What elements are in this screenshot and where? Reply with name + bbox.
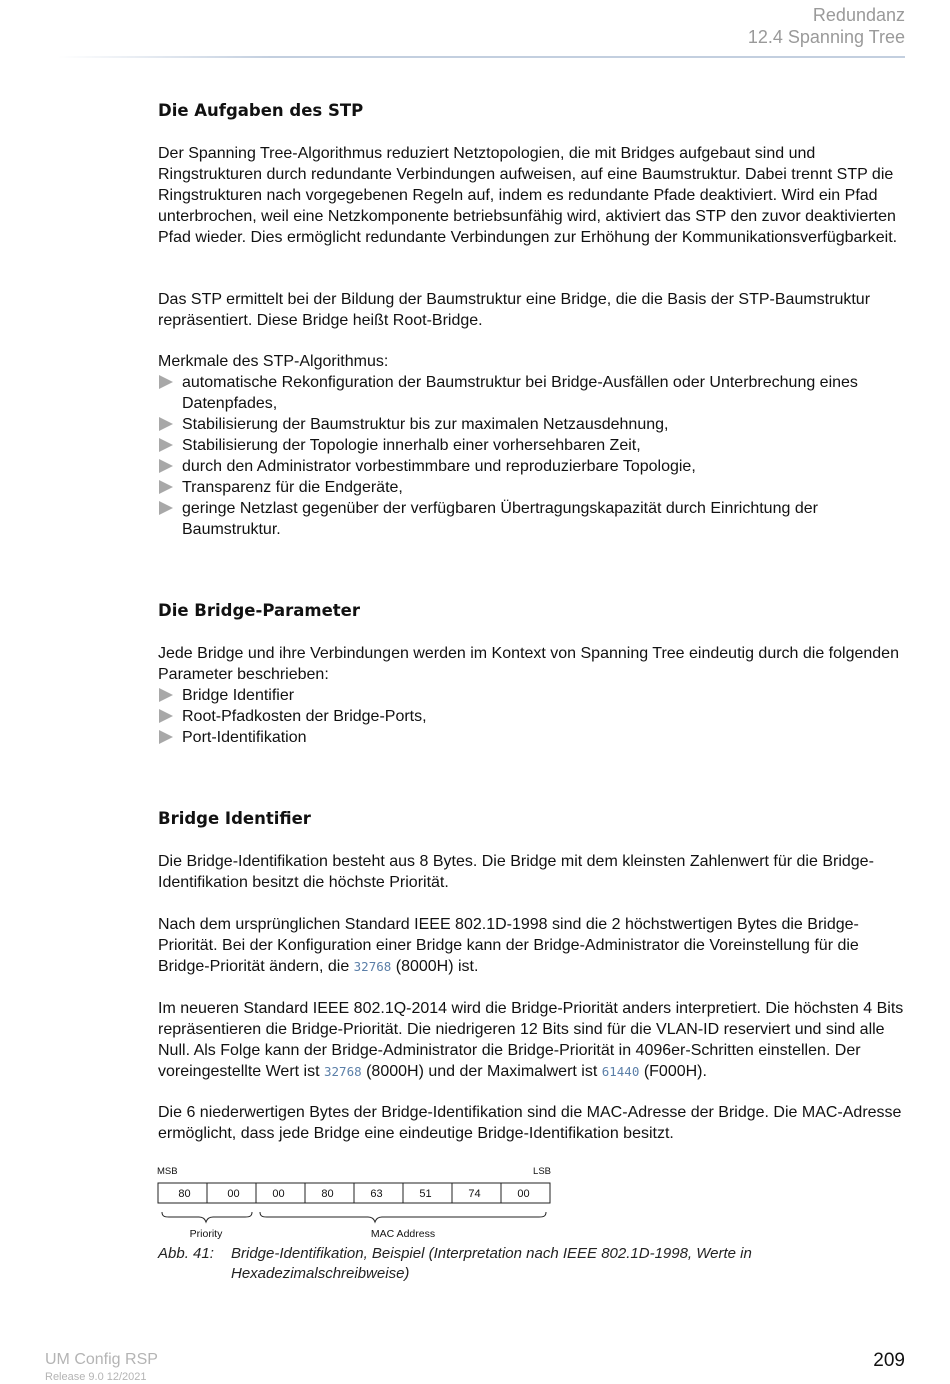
page-number: 209 [873,1350,905,1371]
triangle-bullet-icon [159,730,173,744]
lsb-label: LSB [533,1166,551,1177]
header-divider [58,56,905,58]
list-item-text: Transparenz für die Endgeräte, [182,479,403,496]
footer-document-title: UM Config RSP [45,1351,158,1368]
byte-value: 51 [419,1188,432,1200]
priority-label: Priority [189,1228,223,1240]
stp-features-list [158,372,908,540]
triangle-bullet-icon [159,417,173,431]
mac-address-brace [260,1212,546,1222]
list-item-text: Stabilisierung der Topologie innerhalb einer vorhersehbaren Zeit, [182,437,641,454]
priority-brace [162,1212,252,1222]
triangle-bullet-icon [159,438,173,452]
default-priority-value: 32768 [324,1064,362,1079]
list-item [158,372,908,414]
bridge-id-diagram [150,1158,570,1246]
triangle-bullet-icon [159,459,173,473]
list-item [158,477,908,498]
list-item [158,685,908,706]
default-priority-value: 32768 [353,959,392,974]
stp-features-intro: Merkmale des STP-Algorithmus: [158,353,389,370]
list-item-text: Bridge Identifier [182,687,295,704]
list-item-text: durch den Administrator vorbestimmbare und reproduzierbare Topologie, [182,458,696,475]
max-priority-value: 61440 [601,1064,640,1079]
header-chapter: Redundanz [812,5,905,25]
list-item-text: geringe Netzlast gegenüber der verfügbaren Übertragungskapazität durch Einrichtung der Baumstruktur. [182,500,818,538]
paragraph-text: (8000H) ist. [391,958,479,975]
list-item-text: automatische Rekonfiguration der Baumstruktur bei Bridge-Ausfällen oder Unterbrechung eines Datenpfades, [182,374,858,412]
list-item-text: Port-Identifikation [182,729,307,746]
list-item [158,498,908,540]
list-item-text: Stabilisierung der Baumstruktur bis zur maximalen Netzausdehnung, [182,416,669,433]
triangle-bullet-icon [159,480,173,494]
bridge-parameters-list [158,685,908,748]
msb-label: MSB [157,1166,178,1177]
paragraph-text: Nach dem ursprünglichen Standard IEEE 802.1D-1998 sind die 2 höchstwertigen Bytes die Bridge-Priorität. Bei der Konfiguration einer Bridge kann der Bridge-Administrator die Voreinstellung für die Bridge-Priorität ändern, die [158,916,859,975]
triangle-bullet-icon [159,688,173,702]
bridge-identifier-paragraph-4: Die 6 niederwertigen Bytes der Bridge-Identifikation sind die MAC-Adresse der Bridge. Die MAC-Adresse ermöglicht, dass jede Bridge eine eindeutige Bridge-Identifikation besitzt. [158,1104,902,1142]
paragraph-text: Im neueren Standard IEEE 802.1Q-2014 wird die Bridge-Priorität anders interpretiert. Die höchsten 4 Bits repräsentieren die Bridge-Priorität. Die niedrigeren 12 Bits sind für die VLAN-ID reserviert und sind alle Null. Als Folge kann der Bridge-Administrator die Bridge-Priorität in 4096er-Schritten einstellen. Der voreingestellte Wert ist [158,1000,904,1080]
byte-value: 74 [468,1188,481,1200]
byte-value: 80 [321,1188,334,1200]
bridge-identifier-paragraph-2 [158,914,908,977]
byte-value: 80 [178,1188,191,1200]
heading-bridge-parameters: Die Bridge-Parameter [158,601,360,620]
list-item [158,706,908,727]
footer-release: Release 9.0 12/2021 [45,1371,147,1383]
list-item [158,727,908,748]
triangle-bullet-icon [159,709,173,723]
figure-caption: Bridge-Identifikation, Beispiel (Interpretation nach IEEE 802.1D-1998, Werte in Hexadezimalschreibweise) [231,1245,752,1282]
byte-value: 00 [272,1188,285,1200]
triangle-bullet-icon [159,375,173,389]
bridge-identifier-paragraph-1: Die Bridge-Identifikation besteht aus 8 Bytes. Die Bridge mit dem kleinsten Zahlenwert für die Bridge-Identifikation besitzt die höchste Priorität. [158,853,874,891]
byte-value: 00 [227,1188,240,1200]
figure-caption-number: Abb. 41: [158,1245,214,1262]
triangle-bullet-icon [159,501,173,515]
header-section: 12.4 Spanning Tree [747,27,905,47]
list-item-text: Root-Pfadkosten der Bridge-Ports, [182,708,427,725]
list-item [158,414,908,435]
paragraph-text: (8000H) und der Maximalwert ist [361,1063,602,1080]
stp-tasks-paragraph-1: Der Spanning Tree-Algorithmus reduziert Netztopologien, die mit Bridges aufgebaut sind und Ringstrukturen durch redundante Verbindungen aufweisen, auf eine Baumstruktur. Dabei trennt STP die Ringstrukturen nach vorgegebenen Regeln auf, indem es redundante Pfade deaktiviert. Wird ein Pfad unterbrochen, weil eine Netzkomponente betriebsunfähig wird, aktiviert das STP den zuvor deaktivierten Pfad wieder. Dies ermöglicht redundante Verbindungen zur Erhöhung der Kommunikationsverfügbarkeit. [158,145,898,246]
byte-value: 00 [517,1188,530,1200]
paragraph-text: (F000H). [639,1063,707,1080]
list-item [158,456,908,477]
bridge-identifier-paragraph-3 [158,998,908,1082]
list-item [158,435,908,456]
heading-stp-tasks: Die Aufgaben des STP [158,101,364,120]
stp-tasks-paragraph-2: Das STP ermittelt bei der Bildung der Baumstruktur eine Bridge, die die Basis der STP-Baumstruktur repräsentiert. Diese Bridge heißt Root-Bridge. [158,291,871,329]
bridge-parameters-intro: Jede Bridge und ihre Verbindungen werden im Kontext von Spanning Tree eindeutig durch die folgenden Parameter beschrieben: [158,645,899,683]
byte-cells [158,1183,550,1203]
mac-address-label: MAC Address [370,1228,436,1240]
byte-value: 63 [370,1188,383,1200]
heading-bridge-identifier: Bridge Identifier [158,809,311,828]
